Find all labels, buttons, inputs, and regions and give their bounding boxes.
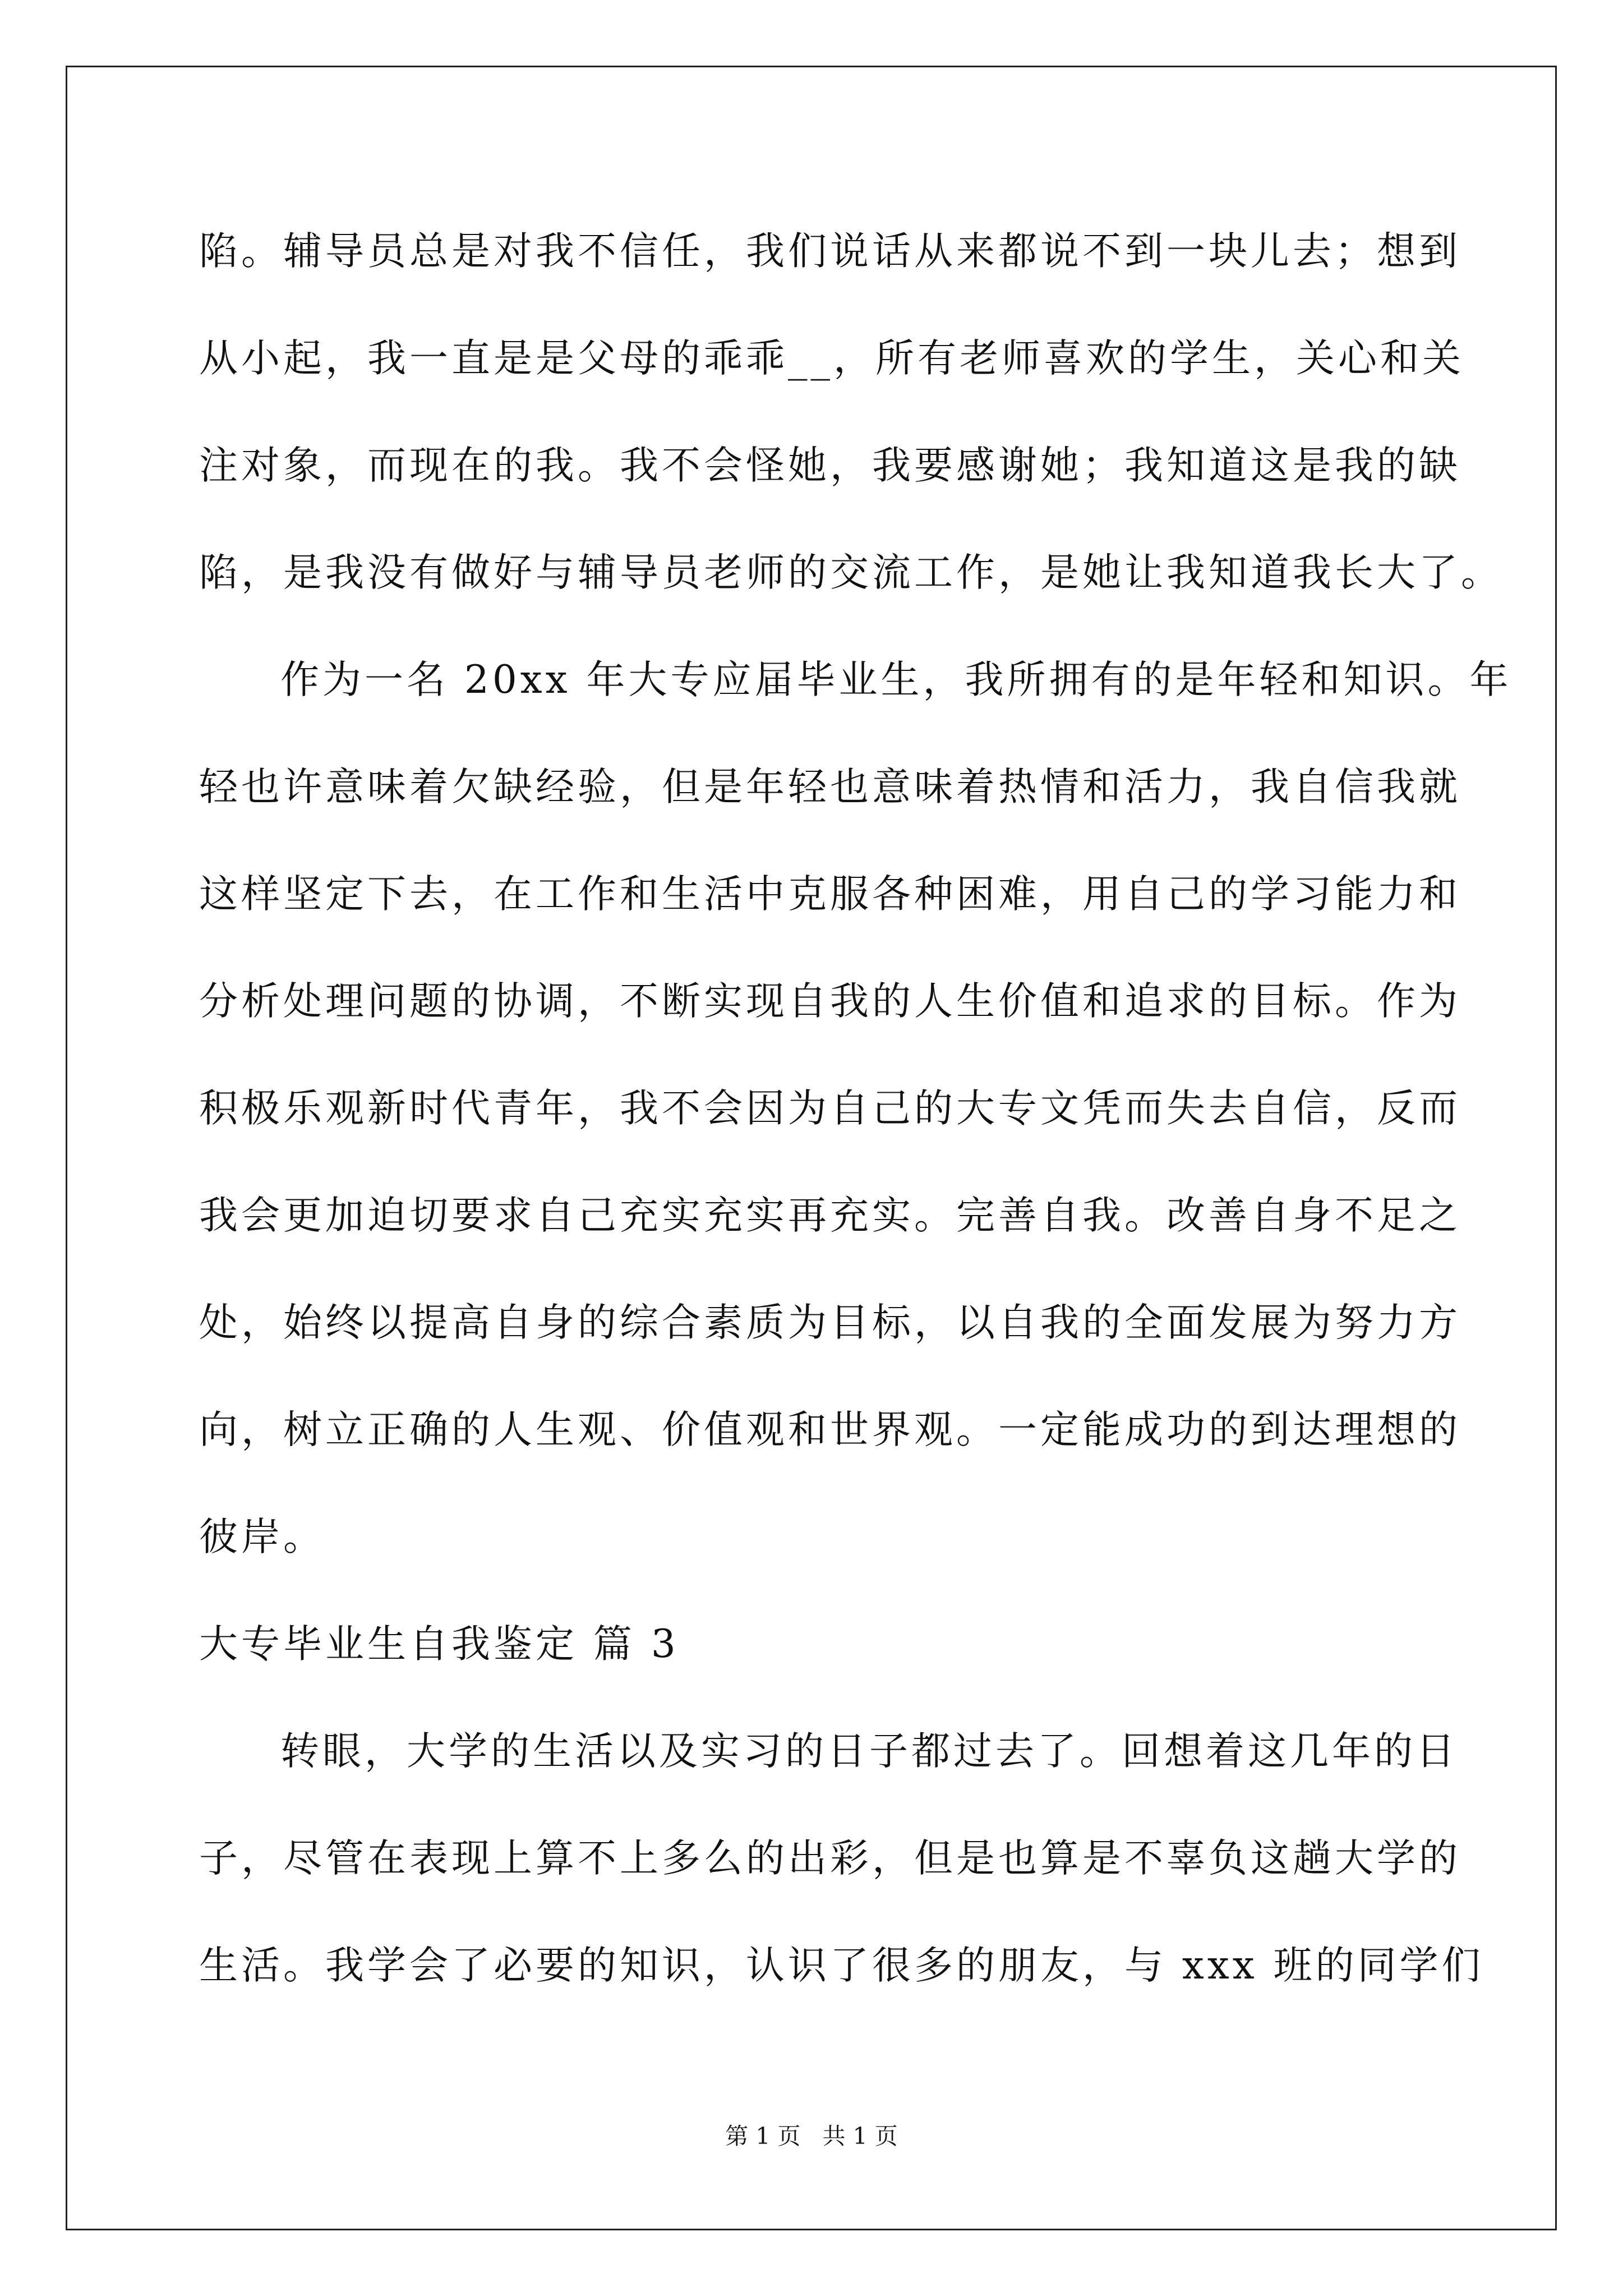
paragraph-line: 子，尽管在表现上算不上多么的出彩，但是也算是不辜负这趟大学的 xyxy=(199,1836,1461,1881)
paragraph-line: 作为一名 20xx 年大专应届毕业生，我所拥有的是年轻和知识。年 xyxy=(280,657,1512,702)
paragraph-line: 向，树立正确的人生观、价值观和世界观。一定能成功的到达理想的 xyxy=(199,1407,1461,1452)
paragraph-line: 这样坚定下去，在工作和生活中克服各种困难，用自己的学习能力和 xyxy=(199,872,1461,917)
paragraph-line: 从小起，我一直是是父母的乖乖__，所有老师喜欢的学生，关心和关 xyxy=(199,336,1464,381)
paragraph-line: 转眼，大学的生活以及实习的日子都过去了。回想着这几年的日 xyxy=(280,1729,1458,1774)
paragraph-line: 处，始终以提高自身的综合素质为目标，以自我的全面发展为努力方 xyxy=(199,1300,1461,1345)
paragraph-line: 注对象，而现在的我。我不会怪她，我要感谢她；我知道这是我的缺 xyxy=(199,443,1461,488)
paragraph-line: 我会更加迫切要求自己充实充实再充实。完善自我。改善自身不足之 xyxy=(199,1193,1461,1238)
section-heading: 大专毕业生自我鉴定 篇 3 xyxy=(199,1622,679,1667)
paragraph-line: 轻也许意味着欠缺经验，但是年轻也意味着热情和活力，我自信我就 xyxy=(199,765,1461,809)
page-footer: 第 1 页 共 1 页 xyxy=(725,2123,898,2150)
paragraph-line: 彼岸。 xyxy=(199,1515,325,1559)
paragraph-line: 分析处理问题的协调，不断实现自我的人生价值和追求的目标。作为 xyxy=(199,979,1461,1024)
paragraph-line: 陷。辅导员总是对我不信任，我们说话从来都说不到一块儿去；想到 xyxy=(199,229,1461,274)
paragraph-line: 积极乐观新时代青年，我不会因为自己的大专文凭而失去自信，反而 xyxy=(199,1086,1461,1131)
paragraph-line: 生活。我学会了必要的知识，认识了很多的朋友，与 xxx 班的同学们 xyxy=(199,1943,1484,1988)
paragraph-line: 陷，是我没有做好与辅导员老师的交流工作，是她让我知道我长大了。 xyxy=(199,550,1503,595)
page-border xyxy=(66,66,1557,2230)
